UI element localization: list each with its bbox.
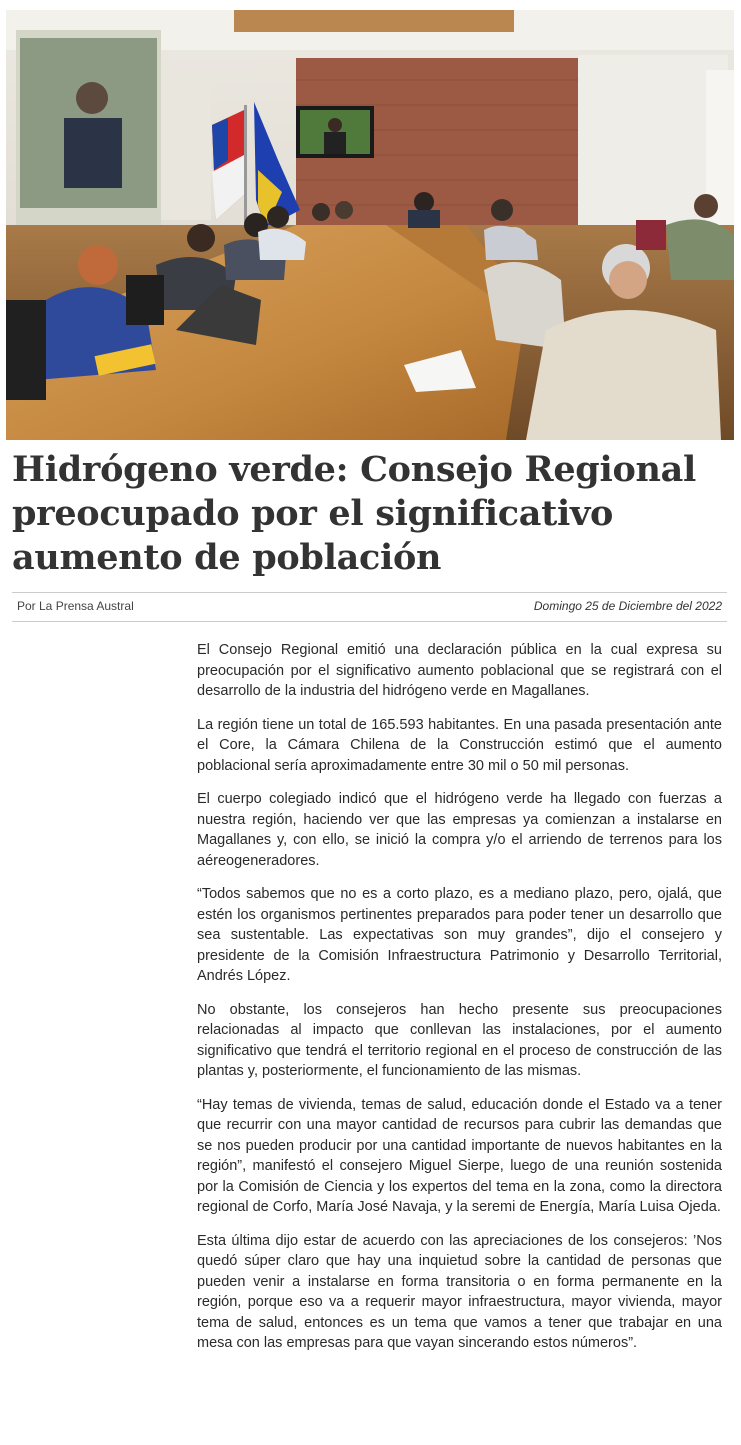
article-paragraph: Esta última dijo estar de acuerdo con las apreciaciones de los consejeros: ’Nos quedó súper claro que hay una inquietud sobre la cantidad de personas que pueden venir a instalarse en forma transitoria o en forma permanente en la región, porque eso va a requerir mayor infraestructura, mayor vivienda, mayor tema de salud, entonces es un tema que vamos a tener que trabajar en una mesa con las empresas para que vayan sincerando estos números”.: [197, 1232, 722, 1351]
meeting-room-photo: [6, 10, 734, 440]
article-title: Hidrógeno verde: Consejo Regional preocupado por el significativo aumento de población: [12, 449, 697, 578]
article-paragraph: El cuerpo colegiado indicó que el hidrógeno verde ha llegado con fuerzas a nuestra región, haciendo ver que las empresas ya comienzan a instalarse en Magallanes y, con ello, se inició la compra y/o el arriendo de terrenos para los aéreogeneradores.: [197, 791, 722, 869]
article-date: Domingo 25 de Diciembre del 2022: [533, 599, 722, 613]
article-body: [197, 640, 722, 1367]
article-paragraph: “Todos sabemos que no es a corto plazo, es a mediano plazo, pero, ojalá, que estén los organismos pertinentes preparados para poder tener un desarrollo que sea sustentable. Las expectativas son muy grandes”, dijo el consejero y presidente de la Comisión Infraestructura Patrimonio y Desarrollo Territorial, Andrés López.: [197, 886, 722, 984]
article-paragraph: “Hay temas de vivienda, temas de salud, educación donde el Estado va a tener que recurrir con una mayor cantidad de recursos para cubrir las demandas que se nos pueden producir por una cantidad importante de nuevos habitantes en la región”, manifestó el consejero Miguel Sierpe, luego de una reunión sostenida por la Comisión de Ciencia y los expertos del tema en la zona, como la directora regional de Corfo, María José Navaja, y la seremi de Energía, María Luisa Ojeda.: [197, 1096, 722, 1215]
article-author: Por La Prensa Austral: [17, 599, 134, 613]
article-photo: [6, 10, 734, 440]
article-paragraph: La región tiene un total de 165.593 habitantes. En una pasada presentación ante el Core, la Cámara Chilena de la Construcción estimó que el aumento poblacional sería aproximadamente entre 30 mil o 50 mil personas.: [197, 716, 722, 774]
byline-bar: [12, 592, 727, 622]
article-paragraph: El Consejo Regional emitió una declaración pública en la cual expresa su preocupación por el significativo aumento poblacional que se registrará con el desarrollo de la industria del hidrógeno verde en Magallanes.: [197, 642, 722, 699]
article-paragraph: No obstante, los consejeros han hecho presente sus preocupaciones relacionadas al impacto que conllevan las instalaciones, por el aumento significativo que tendrá el territorio regional en el proceso de construcción de las plantas y, posteriormente, el funcionamiento de las mismas.: [197, 1001, 722, 1079]
